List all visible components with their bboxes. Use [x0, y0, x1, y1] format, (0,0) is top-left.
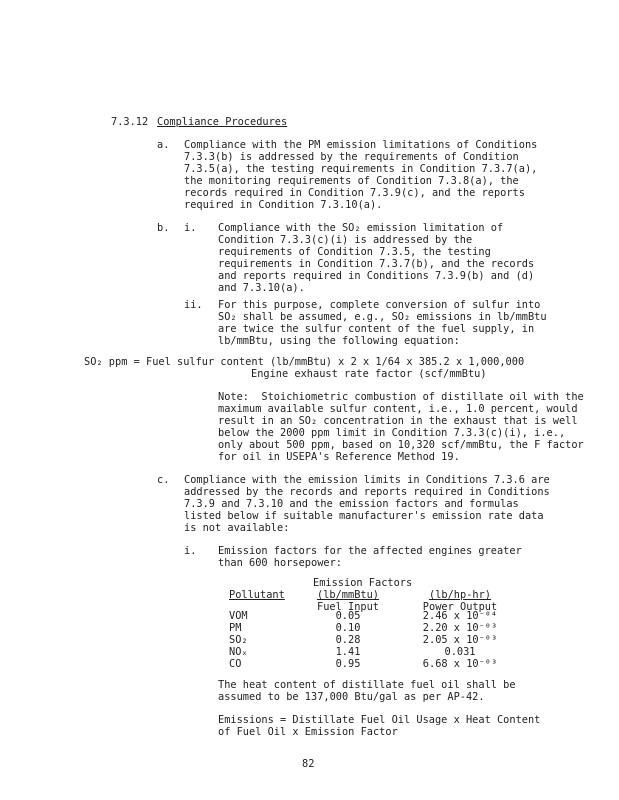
table-cell-pollutant: CO: [229, 658, 242, 670]
item-b-ii-label: ii.: [184, 299, 203, 311]
item-b-i-line: and 7.3.10(a).: [218, 282, 305, 294]
table-cell-power: 2.05 x 10⁻⁰³: [422, 634, 498, 646]
table-header-power-sub: Power Output: [422, 601, 498, 613]
section-title: Compliance Procedures: [157, 116, 288, 128]
table-row: [229, 610, 248, 622]
table-cell-fuel: 0.95: [335, 658, 361, 670]
item-a-line: 7.3.5(a), the testing requirements in Condition 7.3.7(a),: [184, 163, 538, 175]
table-cell-power: 6.68 x 10⁻⁰³: [422, 658, 498, 670]
table-cell-pollutant: PM: [229, 622, 242, 634]
item-a-line: the monitoring requirements of Condition 7.3.8(a), the: [184, 175, 519, 187]
table-cell-fuel: 0.28: [335, 634, 361, 646]
item-a-line: Compliance with the PM emission limitations of Conditions: [184, 139, 538, 151]
table-header-pollutant: Pollutant: [229, 589, 285, 601]
heat-content-line: The heat content of distillate fuel oil shall be: [218, 679, 516, 691]
table-header-fuel-unit: (lb/mmBtu): [317, 589, 379, 601]
item-c-i-line: than 600 horsepower:: [218, 557, 342, 569]
heat-content-line: assumed to be 137,000 Btu/gal as per AP-42.: [218, 691, 485, 703]
item-a-label: a.: [157, 139, 170, 151]
item-b-i-line: Condition 7.3.3(c)(i) is addressed by the: [218, 234, 473, 246]
table-row: [229, 658, 241, 670]
table-cell-fuel: 0.10: [335, 622, 361, 634]
item-b-i-line: Compliance with the SO₂ emission limitation of: [218, 222, 504, 234]
note-line: maximum available sulfur content, i.e., 1.0 percent, would: [218, 403, 578, 415]
item-c-label: c.: [157, 474, 170, 486]
item-b-ii-line: SO₂ shall be assumed, e.g., SO₂ emissions in lb/mmBtu: [218, 311, 547, 323]
item-c-i-label: i.: [184, 545, 197, 557]
page-number: 82: [302, 758, 315, 770]
table-cell-power: 2.20 x 10⁻⁰³: [422, 622, 498, 634]
section-number: 7.3.12: [111, 116, 149, 128]
equation-numerator: SO₂ ppm = Fuel sulfur content (lb/mmBtu) x 2 x 1/64 x 385.2 x 1,000,000: [84, 356, 525, 368]
item-c-line: is not available:: [184, 522, 290, 534]
item-c-line: listed below if suitable manufacturer's emission rate data: [184, 510, 544, 522]
item-a-line: required in Condition 7.3.10(a).: [184, 199, 383, 211]
item-b-ii-line: lb/mmBtu, using the following equation:: [218, 335, 460, 347]
item-c-line: 7.3.9 and 7.3.10 and the emission factors and formulas: [184, 498, 519, 510]
table-cell-pollutant: NOₓ: [229, 646, 248, 658]
table-cell-fuel: 1.41: [335, 646, 361, 658]
item-b-i-label: i.: [184, 222, 197, 234]
emissions-formula-line: Emissions = Distillate Fuel Oil Usage x Heat Content: [218, 714, 541, 726]
note-line: result in an SO₂ concentration in the exhaust that is well: [218, 415, 578, 427]
equation-denominator: Engine exhaust rate factor (scf/mmBtu): [251, 368, 487, 380]
item-c-line: addressed by the records and reports required in Conditions: [184, 486, 550, 498]
note-line: only about 500 ppm, based on 10,320 scf/mmBtu, the F factor: [218, 439, 584, 451]
note-line: Note: Stoichiometric combustion of distillate oil with the: [218, 391, 584, 403]
note-line: for oil in USEPA's Reference Method 19.: [218, 451, 460, 463]
item-b-i-line: and reports required in Conditions 7.3.9(b) and (d): [218, 270, 535, 282]
table-cell-power: 2.46 x 10⁻⁰⁴: [422, 610, 498, 622]
item-b-i-line: requirements of Condition 7.3.5, the testing: [218, 246, 491, 258]
table-cell-fuel: 0.05: [335, 610, 361, 622]
table-header-fuel-sub: Fuel Input: [317, 601, 379, 613]
table-header-power-unit: (lb/hp-hr): [429, 589, 491, 601]
table-row: [229, 634, 248, 646]
table-cell-power: 0.031: [444, 646, 476, 658]
item-b-ii-line: are twice the sulfur content of the fuel supply, in: [218, 323, 535, 335]
item-c-line: Compliance with the emission limits in Conditions 7.3.6 are: [184, 474, 550, 486]
table-row: [229, 622, 241, 634]
table-cell-pollutant: SO₂: [229, 634, 248, 646]
table-group-header: Emission Factors: [313, 577, 413, 589]
emissions-formula-line: of Fuel Oil x Emission Factor: [218, 726, 398, 738]
item-a-line: records required in Condition 7.3.9(c), and the reports: [184, 187, 525, 199]
table-row: [229, 646, 248, 658]
item-a-line: 7.3.3(b) is addressed by the requirements of Condition: [184, 151, 519, 163]
item-b-ii-line: For this purpose, complete conversion of sulfur into: [218, 299, 541, 311]
note-line: below the 2000 ppm limit in Condition 7.3.3(c)(i), i.e.,: [218, 427, 566, 439]
item-b-i-line: requirements in Condition 7.3.7(b), and the records: [218, 258, 535, 270]
item-b-label: b.: [157, 222, 170, 234]
table-cell-pollutant: VOM: [229, 610, 248, 622]
item-c-i-line: Emission factors for the affected engines greater: [218, 545, 522, 557]
